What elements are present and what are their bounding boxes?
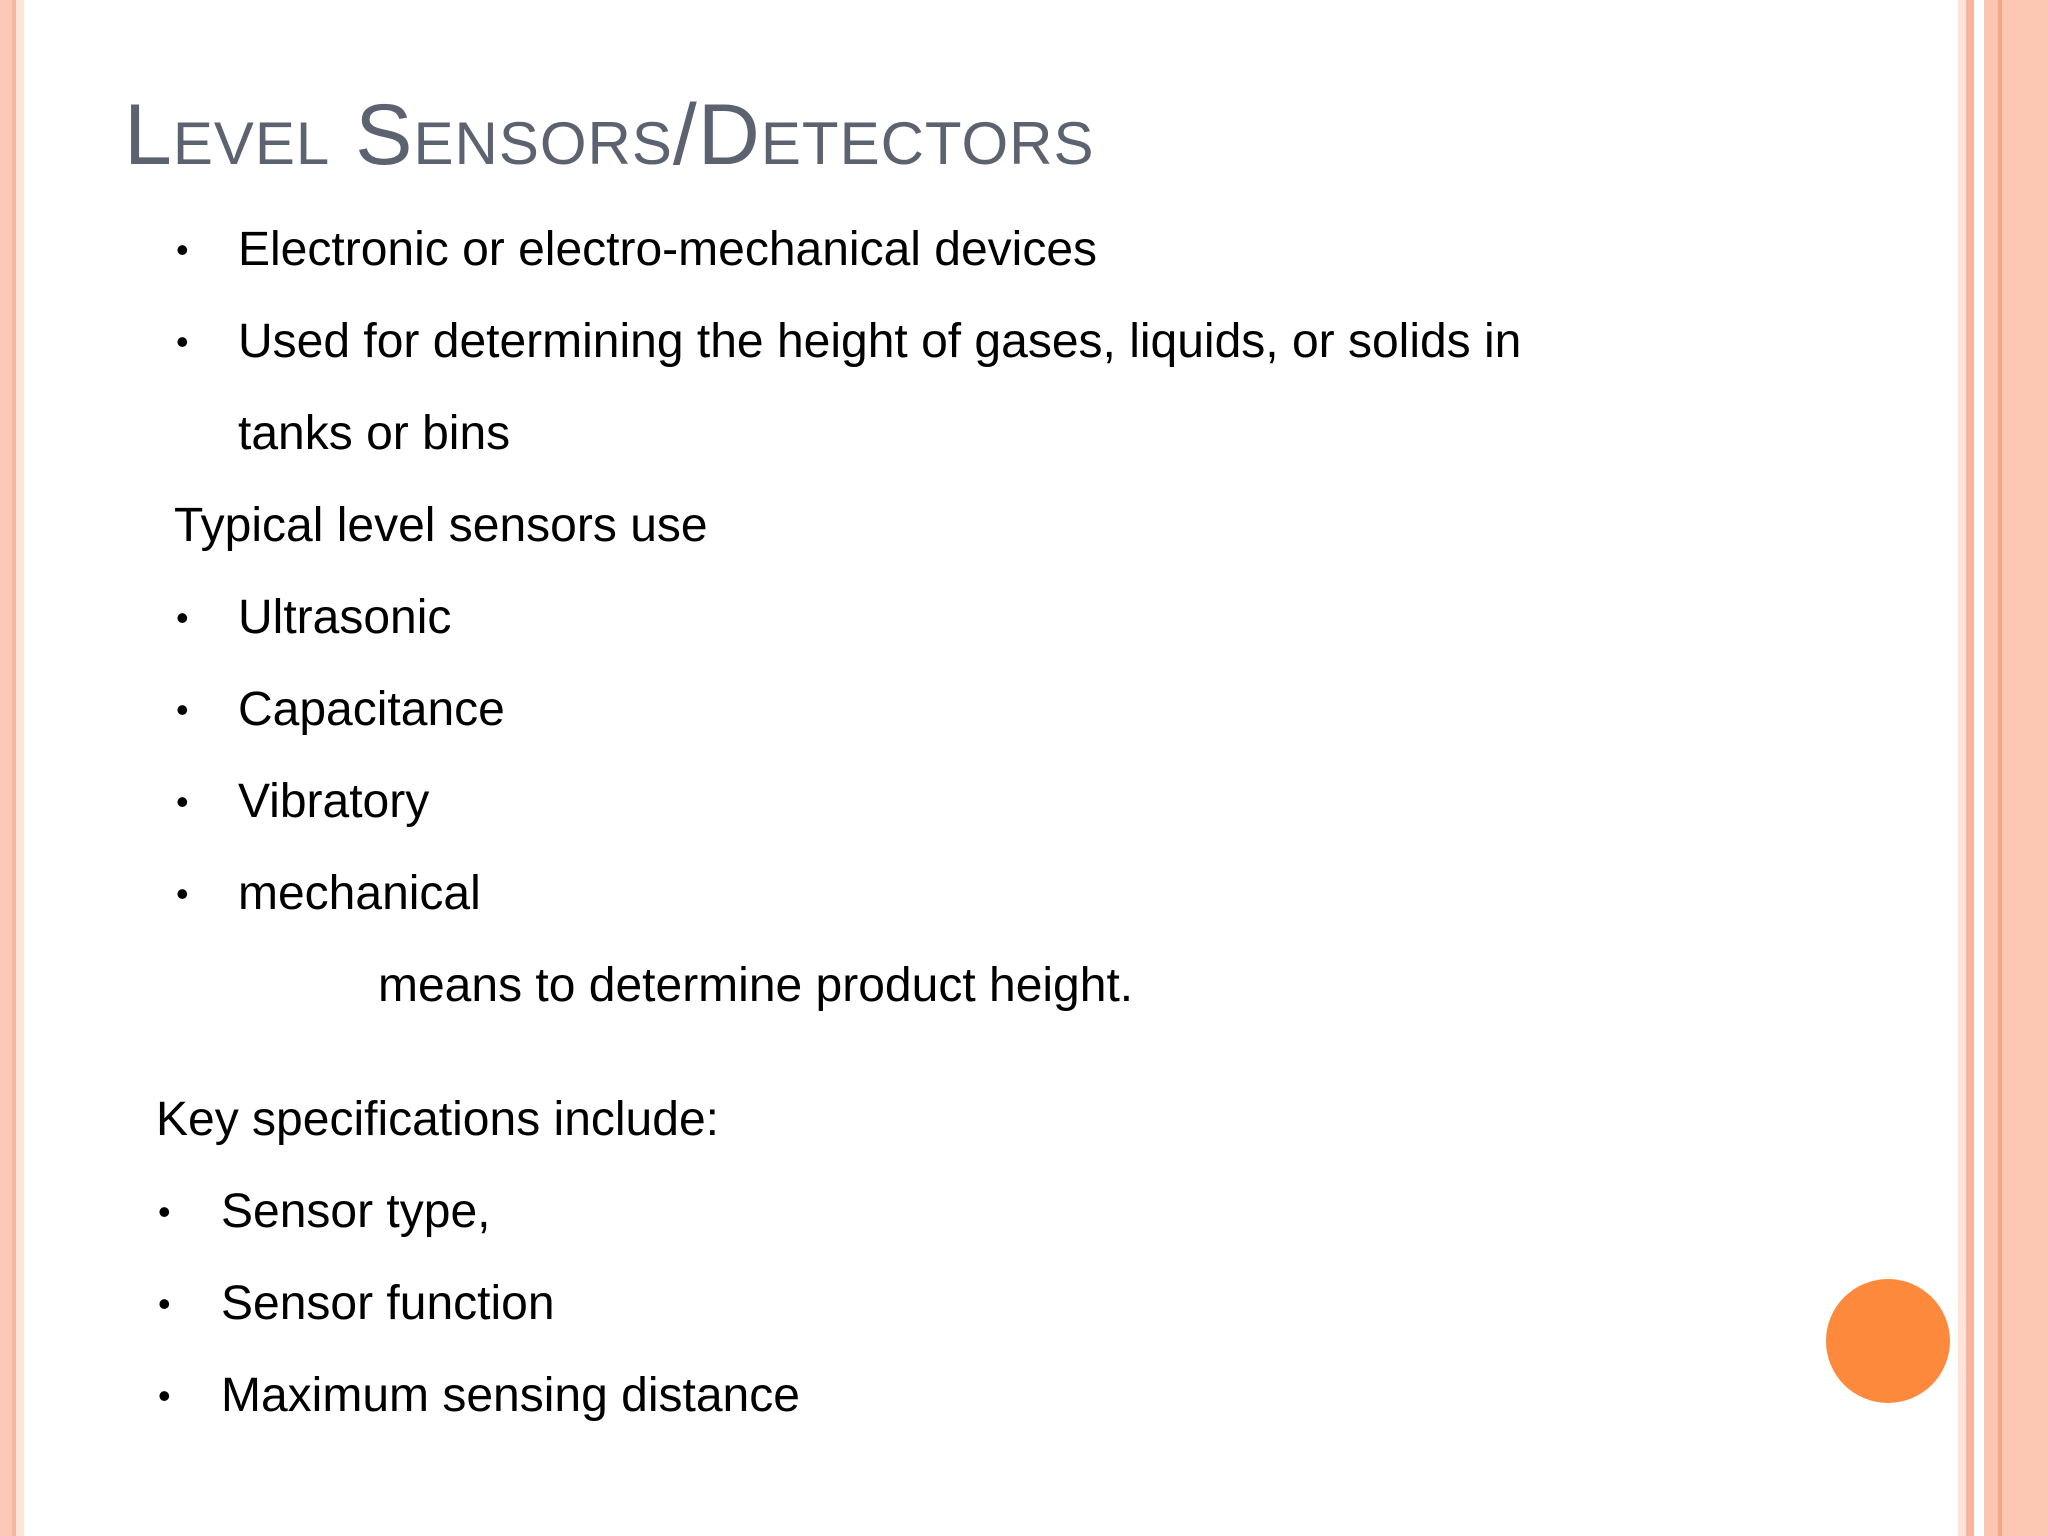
bullet-icon: • [176, 321, 189, 362]
right-border-stripe [2002, 0, 2048, 1536]
typical-item: Vibratory [238, 775, 430, 828]
slide-title: Level Sensors/Detectors [124, 87, 1095, 183]
typical-tail: means to determine product height. [378, 959, 1134, 1012]
right-border-stripe [1984, 0, 1998, 1536]
bullet-icon: • [158, 1375, 171, 1416]
typical-item: Ultrasonic [238, 591, 452, 644]
spec-item: Sensor type, [221, 1185, 491, 1238]
specs-heading: Key specifications include: [156, 1093, 719, 1146]
bullet-icon: • [158, 1191, 171, 1232]
typical-heading: Typical level sensors use [174, 499, 708, 552]
bullet-icon: • [176, 781, 189, 822]
right-border-stripe [1958, 0, 1966, 1536]
intro-bullet-continuation: tanks or bins [238, 407, 511, 460]
spec-item: Sensor function [221, 1277, 555, 1330]
typical-item: Capacitance [238, 683, 505, 736]
typical-item: mechanical [238, 867, 481, 920]
intro-bullet-text: Used for determining the height of gases, liquids, or solids in [238, 315, 1522, 368]
bullet-icon: • [176, 689, 189, 730]
left-border-stripe [0, 0, 12, 1536]
orange-circle-decoration [1826, 1279, 1950, 1403]
intro-bullet-text: Electronic or electro-mechanical devices [238, 223, 1098, 276]
bullet-icon: • [176, 229, 189, 270]
bullet-icon: • [158, 1283, 171, 1324]
bullet-icon: • [176, 873, 189, 914]
right-border-stripe [1974, 0, 1984, 1536]
left-border-stripe [16, 0, 24, 1536]
right-border-stripe [1966, 0, 1974, 1536]
spec-item: Maximum sensing distance [221, 1369, 800, 1422]
bullet-icon: • [176, 597, 189, 638]
